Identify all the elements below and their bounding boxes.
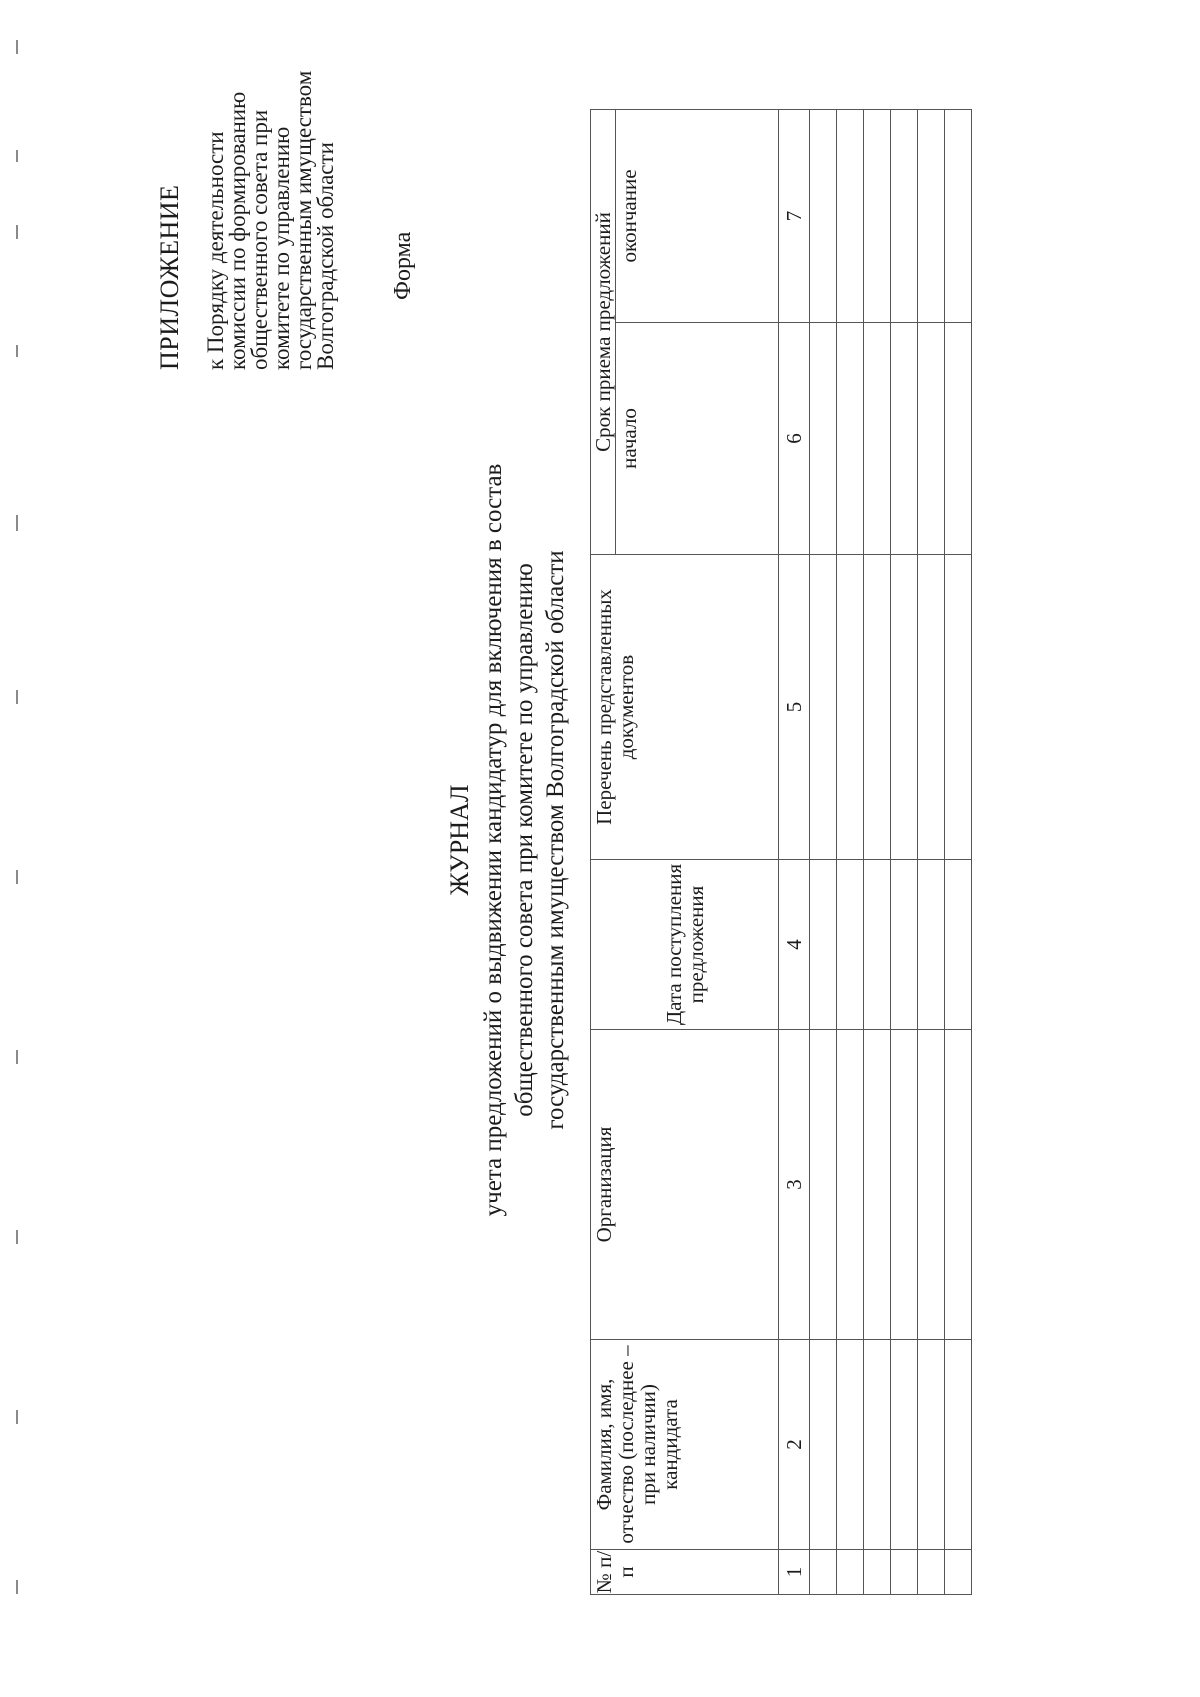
table-row xyxy=(945,109,972,1594)
table-row xyxy=(837,109,864,1594)
row-number-cell xyxy=(918,1550,945,1595)
table-row xyxy=(891,109,918,1594)
table-cell xyxy=(864,1340,891,1550)
table-cell xyxy=(918,860,945,1030)
table-row xyxy=(810,109,837,1594)
column-number: 5 xyxy=(779,555,810,860)
row-number-cell: 1 xyxy=(779,1550,810,1595)
table-cell xyxy=(945,555,972,860)
row-number-cell xyxy=(891,1550,918,1595)
column-number: 6 xyxy=(779,323,810,555)
column-number: 2 xyxy=(779,1340,810,1550)
table-cell xyxy=(918,1030,945,1340)
table-cell xyxy=(918,109,945,322)
row-number-cell xyxy=(945,1550,972,1595)
table-cell xyxy=(918,1340,945,1550)
row-number-cell xyxy=(864,1550,891,1595)
table-cell xyxy=(891,860,918,1030)
table-cell xyxy=(945,323,972,555)
table-cell xyxy=(810,555,837,860)
table-cell xyxy=(837,860,864,1030)
header-term-end: окончание xyxy=(616,109,779,322)
table-cell xyxy=(810,323,837,555)
table-cell xyxy=(945,1340,972,1550)
row-number-cell xyxy=(837,1550,864,1595)
column-number: 4 xyxy=(779,860,810,1030)
header-docs: Перечень представленных документов xyxy=(591,555,779,860)
document-page xyxy=(90,70,1140,1640)
table-cell xyxy=(891,323,918,555)
column-number-row xyxy=(779,109,810,1594)
table-cell xyxy=(810,1340,837,1550)
scan-mark xyxy=(16,690,18,704)
table-cell xyxy=(864,555,891,860)
scan-mark xyxy=(16,150,18,162)
table-cell xyxy=(945,109,972,322)
table-cell xyxy=(864,860,891,1030)
journal-table xyxy=(590,109,972,1595)
table-cell xyxy=(810,1030,837,1340)
form-label: Форма xyxy=(390,231,416,300)
scan-mark xyxy=(16,225,18,239)
scan-mark xyxy=(16,1050,18,1064)
table-cell xyxy=(810,109,837,322)
column-number: 3 xyxy=(779,1030,810,1340)
header-term: Срок приема предложений xyxy=(591,109,616,554)
table-cell xyxy=(837,323,864,555)
table-cell xyxy=(918,323,945,555)
table-row xyxy=(864,109,891,1594)
table-cell xyxy=(891,1030,918,1340)
header-org: Организация xyxy=(591,1030,779,1340)
table-cell xyxy=(864,109,891,322)
table-cell xyxy=(864,323,891,555)
table-cell xyxy=(945,860,972,1030)
scan-mark xyxy=(16,515,18,531)
appendix-text: к Порядку деятельности комиссии по формированию общественного совета при комитете по управлению государственным имуществом Волгоградской области xyxy=(203,70,338,370)
table-cell xyxy=(837,555,864,860)
table-row xyxy=(918,109,945,1594)
journal-title: ЖУРНАЛ xyxy=(445,784,474,896)
row-number-cell xyxy=(810,1550,837,1595)
table-cell xyxy=(837,1340,864,1550)
table-cell xyxy=(891,555,918,860)
scan-mark xyxy=(16,1580,18,1594)
table-cell xyxy=(918,555,945,860)
scan-mark xyxy=(16,1230,18,1244)
scan-mark xyxy=(16,40,18,54)
table-cell xyxy=(837,1030,864,1340)
header-num: № п/п xyxy=(591,1550,779,1595)
column-number: 7 xyxy=(779,109,810,322)
scan-mark xyxy=(16,870,18,884)
header-name: Фамилия, имя, отчество (последнее – при наличии) кандидата xyxy=(591,1340,779,1550)
header-date: Дата поступления предложения xyxy=(591,860,779,1030)
table-cell xyxy=(891,109,918,322)
journal-subtitle: учета предложений о выдвижении кандидатур для включения в состав общественного совета при комитете по управлению государственным имуществом Волгоградской области xyxy=(480,463,569,1217)
scan-mark xyxy=(16,345,18,357)
appendix-title: ПРИЛОЖЕНИЕ xyxy=(155,184,184,370)
table-cell xyxy=(837,109,864,322)
header-term-start: начало xyxy=(616,323,779,555)
scan-mark xyxy=(16,1410,18,1424)
table-cell xyxy=(864,1030,891,1340)
table-cell xyxy=(945,1030,972,1340)
table-cell xyxy=(891,1340,918,1550)
table-cell xyxy=(810,860,837,1030)
